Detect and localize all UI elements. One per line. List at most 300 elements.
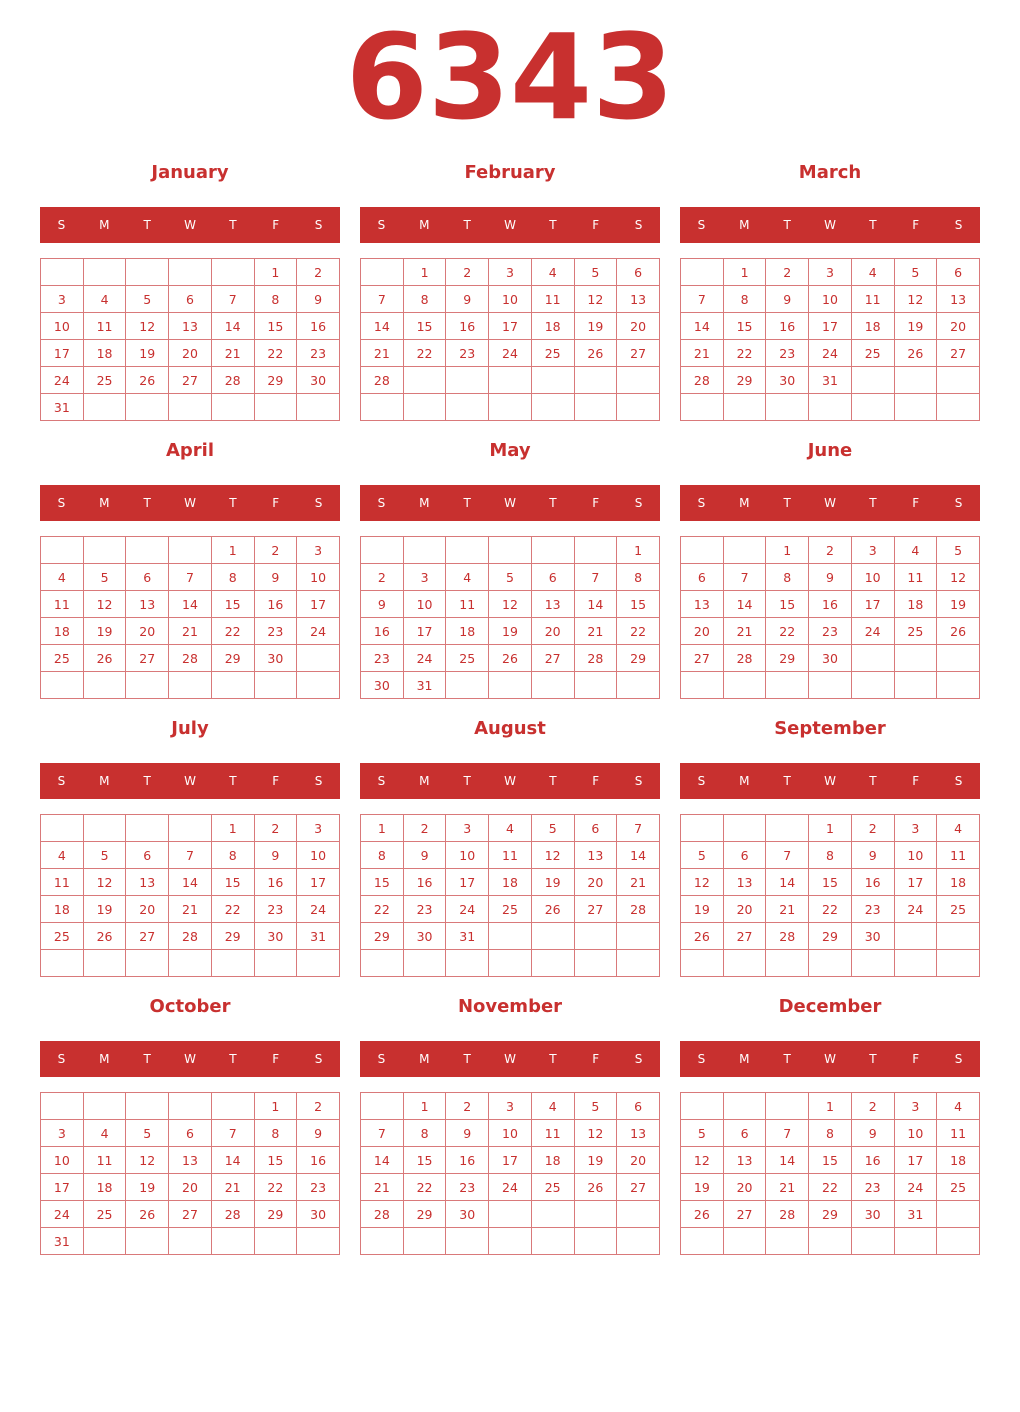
day-grid bbox=[360, 814, 660, 977]
weekday-label: M bbox=[739, 774, 750, 788]
day-cell bbox=[937, 1201, 980, 1228]
weekday-label: F bbox=[272, 218, 280, 232]
day-cell: 8 bbox=[403, 286, 446, 313]
day-cell: 23 bbox=[297, 1174, 340, 1201]
weekday-label: S bbox=[377, 1052, 386, 1066]
day-cell: 14 bbox=[361, 313, 404, 340]
day-cell: 28 bbox=[723, 645, 766, 672]
week-row bbox=[361, 286, 660, 313]
day-cell: 13 bbox=[169, 313, 212, 340]
day-cell: 20 bbox=[574, 869, 617, 896]
weekday-label: M bbox=[739, 1052, 750, 1066]
day-cell: 11 bbox=[83, 1147, 126, 1174]
day-cell: 25 bbox=[531, 1174, 574, 1201]
week-row bbox=[361, 1228, 660, 1255]
day-cell: 23 bbox=[851, 896, 894, 923]
day-cell: 20 bbox=[617, 313, 660, 340]
day-cell: 2 bbox=[297, 1093, 340, 1120]
day-cell: 29 bbox=[254, 367, 297, 394]
weekday-label: M bbox=[419, 218, 430, 232]
day-cell: 21 bbox=[211, 1174, 254, 1201]
day-cell bbox=[531, 1201, 574, 1228]
day-cell: 13 bbox=[681, 591, 724, 618]
month-name: August bbox=[474, 718, 546, 739]
day-cell: 7 bbox=[211, 1120, 254, 1147]
day-cell: 9 bbox=[254, 842, 297, 869]
day-cell: 2 bbox=[446, 259, 489, 286]
day-cell: 5 bbox=[937, 537, 980, 564]
day-cell: 26 bbox=[894, 340, 937, 367]
month-july bbox=[40, 714, 340, 977]
day-cell: 14 bbox=[169, 869, 212, 896]
day-cell bbox=[681, 672, 724, 699]
day-cell: 19 bbox=[83, 896, 126, 923]
day-cell bbox=[41, 537, 84, 564]
day-cell: 23 bbox=[254, 618, 297, 645]
day-cell: 31 bbox=[809, 367, 852, 394]
week-row bbox=[361, 537, 660, 564]
weekday-label: T bbox=[549, 218, 557, 232]
weekday-label: S bbox=[954, 1052, 963, 1066]
day-cell bbox=[766, 394, 809, 421]
week-row bbox=[361, 259, 660, 286]
day-cell: 4 bbox=[894, 537, 937, 564]
day-cell: 23 bbox=[851, 1174, 894, 1201]
weekday-label: M bbox=[99, 496, 110, 510]
week-row bbox=[41, 950, 340, 977]
day-cell: 29 bbox=[211, 923, 254, 950]
day-cell: 26 bbox=[489, 645, 532, 672]
day-cell: 20 bbox=[681, 618, 724, 645]
weekday-label: W bbox=[504, 1052, 516, 1066]
day-cell: 17 bbox=[403, 618, 446, 645]
weekday-label: S bbox=[314, 1052, 323, 1066]
day-cell bbox=[531, 923, 574, 950]
day-cell: 21 bbox=[617, 869, 660, 896]
day-cell: 21 bbox=[361, 1174, 404, 1201]
day-cell: 7 bbox=[361, 286, 404, 313]
day-cell: 16 bbox=[446, 1147, 489, 1174]
day-cell: 24 bbox=[403, 645, 446, 672]
weekday-header bbox=[40, 1041, 340, 1077]
day-cell: 12 bbox=[894, 286, 937, 313]
day-cell: 22 bbox=[211, 618, 254, 645]
day-grid bbox=[40, 814, 340, 977]
day-cell: 17 bbox=[851, 591, 894, 618]
week-row bbox=[41, 672, 340, 699]
weekday-label: F bbox=[592, 774, 600, 788]
day-cell: 14 bbox=[766, 1147, 809, 1174]
weekday-label: M bbox=[739, 496, 750, 510]
day-cell: 12 bbox=[681, 869, 724, 896]
day-cell: 16 bbox=[851, 869, 894, 896]
weekday-label: T bbox=[549, 1052, 557, 1066]
day-cell: 26 bbox=[681, 1201, 724, 1228]
week-row bbox=[361, 645, 660, 672]
weekday-label: T bbox=[463, 218, 471, 232]
day-cell: 11 bbox=[83, 313, 126, 340]
day-cell: 3 bbox=[809, 259, 852, 286]
day-cell: 25 bbox=[894, 618, 937, 645]
day-cell: 19 bbox=[574, 313, 617, 340]
week-row bbox=[361, 1174, 660, 1201]
weekday-label: T bbox=[869, 1052, 877, 1066]
day-cell: 23 bbox=[403, 896, 446, 923]
day-cell: 13 bbox=[723, 869, 766, 896]
day-cell bbox=[723, 1093, 766, 1120]
weekday-label: F bbox=[912, 218, 920, 232]
day-cell: 24 bbox=[297, 896, 340, 923]
day-cell: 21 bbox=[169, 618, 212, 645]
day-cell: 20 bbox=[723, 896, 766, 923]
week-row bbox=[361, 842, 660, 869]
day-cell bbox=[297, 950, 340, 977]
day-cell bbox=[531, 1228, 574, 1255]
week-row bbox=[681, 340, 980, 367]
day-cell: 18 bbox=[894, 591, 937, 618]
day-cell: 11 bbox=[937, 1120, 980, 1147]
day-cell: 30 bbox=[254, 645, 297, 672]
day-cell bbox=[681, 537, 724, 564]
day-cell: 22 bbox=[809, 896, 852, 923]
week-row bbox=[681, 537, 980, 564]
day-cell bbox=[446, 394, 489, 421]
day-cell: 10 bbox=[489, 1120, 532, 1147]
day-cell: 8 bbox=[211, 842, 254, 869]
day-cell bbox=[361, 394, 404, 421]
day-cell: 25 bbox=[531, 340, 574, 367]
day-cell: 11 bbox=[531, 286, 574, 313]
day-cell: 3 bbox=[894, 1093, 937, 1120]
weekday-label: F bbox=[912, 496, 920, 510]
day-cell: 15 bbox=[254, 313, 297, 340]
day-cell: 30 bbox=[403, 923, 446, 950]
day-cell bbox=[211, 672, 254, 699]
day-cell: 30 bbox=[851, 923, 894, 950]
day-cell: 17 bbox=[894, 869, 937, 896]
day-cell bbox=[574, 672, 617, 699]
day-cell: 12 bbox=[83, 869, 126, 896]
day-cell: 5 bbox=[83, 842, 126, 869]
day-cell: 1 bbox=[766, 537, 809, 564]
day-cell: 17 bbox=[489, 313, 532, 340]
day-cell: 24 bbox=[41, 1201, 84, 1228]
day-cell: 23 bbox=[254, 896, 297, 923]
day-cell: 27 bbox=[531, 645, 574, 672]
weekday-label: T bbox=[869, 774, 877, 788]
week-row bbox=[681, 869, 980, 896]
day-cell: 28 bbox=[169, 645, 212, 672]
day-cell: 20 bbox=[126, 618, 169, 645]
day-cell: 9 bbox=[851, 842, 894, 869]
weekday-label: T bbox=[229, 496, 237, 510]
day-cell bbox=[403, 950, 446, 977]
day-cell bbox=[809, 1228, 852, 1255]
day-cell bbox=[83, 394, 126, 421]
weekday-label: T bbox=[549, 774, 557, 788]
day-cell: 6 bbox=[126, 842, 169, 869]
week-row bbox=[361, 340, 660, 367]
weekday-header bbox=[680, 485, 980, 521]
day-cell: 25 bbox=[83, 1201, 126, 1228]
day-cell: 9 bbox=[809, 564, 852, 591]
day-cell bbox=[446, 950, 489, 977]
weekday-label: M bbox=[99, 774, 110, 788]
weekday-label: S bbox=[634, 218, 643, 232]
day-cell: 27 bbox=[574, 896, 617, 923]
day-cell: 28 bbox=[361, 367, 404, 394]
day-cell: 9 bbox=[297, 1120, 340, 1147]
day-cell bbox=[809, 950, 852, 977]
day-cell: 18 bbox=[489, 869, 532, 896]
day-cell: 15 bbox=[211, 591, 254, 618]
day-cell: 6 bbox=[531, 564, 574, 591]
day-cell: 24 bbox=[489, 1174, 532, 1201]
day-cell: 12 bbox=[574, 286, 617, 313]
weekday-header bbox=[40, 763, 340, 799]
day-cell: 2 bbox=[254, 537, 297, 564]
weekday-label: S bbox=[954, 496, 963, 510]
day-cell: 25 bbox=[41, 923, 84, 950]
day-cell: 4 bbox=[531, 259, 574, 286]
day-cell: 12 bbox=[126, 1147, 169, 1174]
day-cell: 14 bbox=[617, 842, 660, 869]
day-cell bbox=[617, 923, 660, 950]
week-row bbox=[361, 896, 660, 923]
day-cell: 1 bbox=[211, 537, 254, 564]
day-cell bbox=[766, 950, 809, 977]
day-cell: 12 bbox=[126, 313, 169, 340]
weekday-header bbox=[360, 485, 660, 521]
day-cell: 18 bbox=[83, 1174, 126, 1201]
day-cell bbox=[617, 1201, 660, 1228]
day-cell: 16 bbox=[297, 313, 340, 340]
week-row bbox=[41, 259, 340, 286]
weekday-label: T bbox=[229, 218, 237, 232]
weekday-label: F bbox=[912, 1052, 920, 1066]
day-cell: 30 bbox=[361, 672, 404, 699]
day-cell: 26 bbox=[937, 618, 980, 645]
day-cell bbox=[83, 672, 126, 699]
day-cell bbox=[169, 537, 212, 564]
day-cell: 15 bbox=[809, 869, 852, 896]
week-row bbox=[681, 1201, 980, 1228]
month-name: October bbox=[149, 996, 231, 1017]
day-cell bbox=[169, 1228, 212, 1255]
day-cell: 22 bbox=[766, 618, 809, 645]
day-cell: 10 bbox=[894, 842, 937, 869]
day-cell: 1 bbox=[403, 1093, 446, 1120]
month-name: November bbox=[457, 996, 563, 1017]
week-row bbox=[681, 1174, 980, 1201]
day-cell: 10 bbox=[41, 1147, 84, 1174]
day-cell: 24 bbox=[894, 896, 937, 923]
day-cell bbox=[489, 1228, 532, 1255]
day-cell: 16 bbox=[361, 618, 404, 645]
day-cell: 30 bbox=[297, 1201, 340, 1228]
day-cell bbox=[851, 950, 894, 977]
weekday-label: S bbox=[377, 774, 386, 788]
day-cell: 8 bbox=[766, 564, 809, 591]
day-cell: 28 bbox=[361, 1201, 404, 1228]
day-cell: 26 bbox=[574, 1174, 617, 1201]
day-cell: 26 bbox=[83, 923, 126, 950]
weekday-label: F bbox=[912, 774, 920, 788]
day-cell bbox=[254, 394, 297, 421]
weekday-label: T bbox=[143, 218, 151, 232]
day-cell bbox=[574, 367, 617, 394]
week-row bbox=[41, 286, 340, 313]
day-cell bbox=[723, 394, 766, 421]
day-cell: 7 bbox=[723, 564, 766, 591]
day-cell: 23 bbox=[809, 618, 852, 645]
day-cell bbox=[851, 1228, 894, 1255]
day-cell: 14 bbox=[169, 591, 212, 618]
day-cell bbox=[361, 1228, 404, 1255]
day-cell: 6 bbox=[169, 286, 212, 313]
day-cell: 19 bbox=[489, 618, 532, 645]
day-cell: 18 bbox=[41, 896, 84, 923]
week-row bbox=[361, 394, 660, 421]
day-cell: 8 bbox=[211, 564, 254, 591]
day-cell: 10 bbox=[894, 1120, 937, 1147]
day-cell: 2 bbox=[297, 259, 340, 286]
day-cell: 24 bbox=[489, 340, 532, 367]
day-cell: 4 bbox=[937, 1093, 980, 1120]
week-row bbox=[361, 367, 660, 394]
day-cell: 19 bbox=[126, 340, 169, 367]
day-cell: 3 bbox=[489, 1093, 532, 1120]
day-grid bbox=[680, 814, 980, 977]
week-row bbox=[361, 591, 660, 618]
week-row bbox=[41, 842, 340, 869]
day-cell: 10 bbox=[41, 313, 84, 340]
day-cell: 30 bbox=[446, 1201, 489, 1228]
day-cell: 7 bbox=[169, 842, 212, 869]
day-cell: 8 bbox=[254, 1120, 297, 1147]
day-cell bbox=[723, 1228, 766, 1255]
day-cell bbox=[169, 1093, 212, 1120]
day-cell: 30 bbox=[809, 645, 852, 672]
week-row bbox=[361, 815, 660, 842]
weekday-label: T bbox=[783, 774, 791, 788]
day-cell: 4 bbox=[851, 259, 894, 286]
day-cell: 23 bbox=[446, 1174, 489, 1201]
day-cell: 1 bbox=[211, 815, 254, 842]
weekday-header bbox=[680, 207, 980, 243]
day-cell: 26 bbox=[126, 367, 169, 394]
day-cell: 4 bbox=[83, 1120, 126, 1147]
day-cell bbox=[489, 1201, 532, 1228]
month-name: February bbox=[464, 162, 556, 183]
day-cell: 10 bbox=[297, 564, 340, 591]
day-cell bbox=[894, 672, 937, 699]
week-row bbox=[41, 923, 340, 950]
week-row bbox=[41, 618, 340, 645]
day-cell: 27 bbox=[937, 340, 980, 367]
day-cell: 1 bbox=[254, 259, 297, 286]
day-cell bbox=[403, 394, 446, 421]
day-cell bbox=[937, 394, 980, 421]
day-cell bbox=[126, 537, 169, 564]
day-cell: 13 bbox=[617, 1120, 660, 1147]
day-cell: 23 bbox=[766, 340, 809, 367]
day-cell: 7 bbox=[766, 1120, 809, 1147]
day-cell: 12 bbox=[574, 1120, 617, 1147]
day-cell bbox=[809, 394, 852, 421]
day-cell: 9 bbox=[403, 842, 446, 869]
weekday-label: W bbox=[184, 774, 196, 788]
day-cell: 15 bbox=[766, 591, 809, 618]
day-cell: 21 bbox=[574, 618, 617, 645]
day-cell: 6 bbox=[617, 259, 660, 286]
weekday-label: M bbox=[99, 1052, 110, 1066]
day-cell: 15 bbox=[403, 1147, 446, 1174]
day-cell bbox=[41, 1093, 84, 1120]
day-cell: 3 bbox=[489, 259, 532, 286]
day-cell: 17 bbox=[297, 591, 340, 618]
day-cell: 29 bbox=[211, 645, 254, 672]
day-cell: 3 bbox=[41, 1120, 84, 1147]
month-name: January bbox=[151, 162, 229, 183]
day-cell: 24 bbox=[297, 618, 340, 645]
day-cell bbox=[126, 815, 169, 842]
day-cell: 3 bbox=[446, 815, 489, 842]
month-name: July bbox=[171, 718, 209, 739]
day-cell: 2 bbox=[361, 564, 404, 591]
weekday-label: M bbox=[419, 1052, 430, 1066]
day-cell bbox=[894, 1228, 937, 1255]
day-cell: 18 bbox=[937, 1147, 980, 1174]
day-cell: 25 bbox=[851, 340, 894, 367]
month-november bbox=[360, 992, 660, 1255]
day-cell bbox=[574, 1201, 617, 1228]
week-row bbox=[41, 394, 340, 421]
day-grid bbox=[40, 258, 340, 421]
day-cell: 18 bbox=[531, 313, 574, 340]
weekday-label: S bbox=[697, 774, 706, 788]
day-cell: 21 bbox=[766, 1174, 809, 1201]
weekday-label: F bbox=[272, 1052, 280, 1066]
weekday-label: T bbox=[463, 496, 471, 510]
day-cell bbox=[446, 537, 489, 564]
month-name: September bbox=[774, 718, 886, 739]
day-cell: 14 bbox=[681, 313, 724, 340]
month-august bbox=[360, 714, 660, 977]
day-cell: 4 bbox=[489, 815, 532, 842]
day-cell: 16 bbox=[403, 869, 446, 896]
week-row bbox=[361, 672, 660, 699]
weekday-label: T bbox=[229, 1052, 237, 1066]
day-cell: 10 bbox=[809, 286, 852, 313]
week-row bbox=[41, 1201, 340, 1228]
month-march bbox=[680, 158, 980, 421]
week-row bbox=[681, 591, 980, 618]
day-cell: 24 bbox=[446, 896, 489, 923]
day-cell: 27 bbox=[681, 645, 724, 672]
day-cell bbox=[489, 367, 532, 394]
day-cell bbox=[851, 394, 894, 421]
weekday-label: F bbox=[592, 496, 600, 510]
day-cell: 1 bbox=[809, 815, 852, 842]
day-grid bbox=[680, 258, 980, 421]
day-cell: 12 bbox=[531, 842, 574, 869]
day-cell: 5 bbox=[126, 1120, 169, 1147]
day-cell: 19 bbox=[937, 591, 980, 618]
weekday-label: S bbox=[57, 1052, 66, 1066]
day-cell bbox=[723, 537, 766, 564]
day-cell: 21 bbox=[211, 340, 254, 367]
